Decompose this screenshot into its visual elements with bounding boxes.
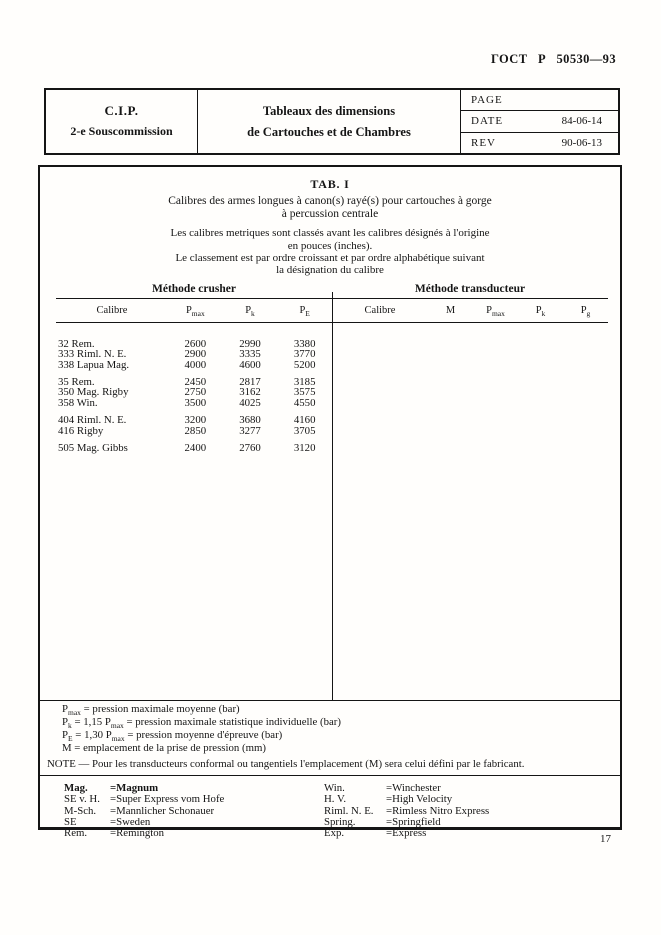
abbreviation-row <box>324 828 620 839</box>
transducer-column-headers <box>332 305 608 318</box>
abbr-value: =High Velocity <box>386 793 453 806</box>
cell-pe: 3380 <box>293 337 316 350</box>
cell-calibre: 32 Rem. <box>58 337 95 350</box>
abbreviations-block <box>40 776 620 839</box>
pmax-subscript: max <box>110 721 124 731</box>
p-symbol: P <box>62 729 69 742</box>
cell-pmax: 4000 <box>184 358 207 371</box>
table-row <box>56 426 332 436</box>
cell-calibre: 404 Riml. N. E. <box>58 414 127 427</box>
note-line-3: Le classement est par ordre croissant et par ordre alphabétique suivant <box>175 252 485 265</box>
title-line-1: Tableaux des dimensions <box>262 104 396 118</box>
abbreviation-row <box>64 817 324 828</box>
footnote-text: = 1,30 P <box>72 729 112 742</box>
abbreviation-row <box>324 794 620 805</box>
cell-pe: 3705 <box>293 424 316 437</box>
abbr-key: Spring. <box>324 815 356 828</box>
cell-pk: 3680 <box>239 414 261 427</box>
cell-pmax: 2850 <box>184 424 207 437</box>
pmax-subscript: max <box>111 734 125 744</box>
abbr-key: SE v. H. <box>64 793 100 806</box>
col-header-pk <box>518 305 563 318</box>
p-symbol: P <box>185 304 192 316</box>
note-line-1: Les calibres metriques sont classés avant les calibres désignés à l'origine <box>170 227 490 240</box>
caption-line-1: Calibres des armes longues à canon(s) rayé(s) pour cartouches à gorge <box>168 195 492 207</box>
p-symbol: P <box>580 304 587 316</box>
col-header-pmax <box>168 305 223 318</box>
col-header-m: M <box>445 304 456 316</box>
p-symbol: P <box>62 716 69 729</box>
abbr-key: M-Sch. <box>64 804 97 817</box>
cell-pk: 2760 <box>239 442 261 455</box>
p-symbol: P <box>299 304 306 316</box>
document-title <box>198 90 460 153</box>
abbreviation-row <box>324 817 620 828</box>
footnote-text: = pression maximale moyenne (bar) <box>80 703 240 715</box>
method-crusher-label: Méthode crusher <box>56 283 332 299</box>
col-header-pe <box>277 305 332 318</box>
p-symbol: P <box>486 304 492 316</box>
abbreviation-row <box>64 828 324 839</box>
meta-label: REV <box>471 136 496 149</box>
meta-row-date <box>461 110 618 131</box>
cell-pk: 4025 <box>239 396 261 409</box>
abbreviations-left-column <box>64 783 324 839</box>
pk-subscript: k <box>68 721 72 731</box>
abbreviations-right-column <box>324 783 620 839</box>
cell-pk: 4600 <box>239 358 261 371</box>
org-name: C.I.P. <box>104 103 139 118</box>
pg-subscript: g <box>586 308 591 318</box>
crusher-column-headers <box>56 305 332 318</box>
meta-label: PAGE <box>471 94 503 107</box>
abbr-key: H. V. <box>324 793 347 806</box>
cell-calibre: 338 Lapua Mag. <box>58 358 130 371</box>
pmax-subscript: max <box>191 308 205 318</box>
abbr-value: =Winchester <box>386 782 441 795</box>
cell-pe: 3185 <box>293 376 316 388</box>
col-header-pk <box>223 305 278 318</box>
cell-pe: 4160 <box>293 414 316 427</box>
method-transducer-label: Méthode transducteur <box>332 283 608 299</box>
abbr-value: =Sweden <box>110 815 151 828</box>
abbr-value: =Mannlicher Schonauer <box>110 804 215 817</box>
pk-subscript: k <box>251 308 255 318</box>
footnote-text: = pression maximale statistique individuelle (bar) <box>123 716 341 729</box>
meta-value: 84-06-14 <box>561 115 602 128</box>
cell-calibre: 35 Rem. <box>58 376 95 388</box>
cell-pk: 2990 <box>239 337 261 350</box>
abbreviation-row <box>324 806 620 817</box>
pe-subscript: E <box>68 734 73 744</box>
caption-line-2: à percussion centrale <box>281 208 379 221</box>
abbr-key: Win. <box>324 782 345 795</box>
cell-calibre: 505 Mag. Gibbs <box>58 442 128 455</box>
classification-note <box>40 227 620 276</box>
abbr-value: =Remington <box>110 827 165 840</box>
table-row <box>56 398 332 408</box>
abbreviation-row <box>64 794 324 805</box>
table-box <box>38 165 622 840</box>
title-line-2: de Cartouches et de Chambres <box>247 124 411 139</box>
col-header-pg <box>563 305 608 318</box>
subcommission-label: 2-e Souscommission <box>70 124 173 138</box>
note-line-2: en pouces (inches). <box>287 239 373 252</box>
pmax-subscript: max <box>68 708 81 718</box>
footnote-text: = 1,15 P <box>71 716 111 729</box>
cell-calibre: 358 Win. <box>58 396 98 409</box>
p-symbol: P <box>245 304 252 316</box>
abbreviation-row <box>64 806 324 817</box>
footnote-text: = pression moyenne d'épreuve (bar) <box>124 729 283 742</box>
abbr-value: =Magnum <box>110 782 159 795</box>
gost-reference: ГОСТ Р 50530—93 <box>490 52 616 66</box>
abbr-value: =Express <box>386 827 427 840</box>
header-meta-table <box>460 90 618 153</box>
cell-pmax: 2750 <box>184 386 207 399</box>
header-organization <box>46 90 198 153</box>
meta-label: DATE <box>471 115 504 128</box>
abbr-value: =Springfield <box>386 815 441 828</box>
cell-pmax: 3200 <box>184 414 207 427</box>
tab-number: TAB. I <box>310 177 350 191</box>
footnote-block <box>40 700 620 754</box>
cell-pmax: 3500 <box>184 396 207 409</box>
pe-subscript: E <box>305 308 310 318</box>
abbr-key: Exp. <box>324 827 345 840</box>
table-row <box>56 443 332 453</box>
page-number: 17 <box>600 833 611 845</box>
cell-pmax: 2900 <box>184 348 207 361</box>
abbr-key: Riml. N. E. <box>324 804 374 817</box>
meta-row-page <box>461 90 618 110</box>
abbr-key: SE <box>64 815 77 828</box>
table-caption <box>40 195 620 221</box>
cell-pk: 3277 <box>239 424 261 437</box>
abbr-value: =Rimless Nitro Express <box>386 804 490 817</box>
cell-pe: 4550 <box>293 396 316 409</box>
header-box <box>44 88 620 155</box>
cell-pk: 3335 <box>239 348 261 361</box>
cell-pe: 3770 <box>293 348 316 361</box>
footnote-text: M = emplacement de la prise de pression (mm) <box>62 742 266 755</box>
cell-calibre: 416 Rigby <box>58 424 104 437</box>
footnote-m <box>62 744 620 754</box>
pk-subscript: k <box>541 308 546 318</box>
col-header-pmax <box>473 305 518 318</box>
transducer-note: NOTE — Pour les transducteurs conformal ou tangentiels l'emplacement (M) sera celui défini par le fabricant. <box>40 758 620 776</box>
abbr-key: Rem. <box>64 827 88 840</box>
col-header-calibre: Calibre <box>364 304 396 316</box>
table-row <box>56 360 332 370</box>
abbr-value: =Super Express vom Hofe <box>110 793 225 806</box>
abbr-key: Mag. <box>64 782 88 795</box>
pmax-subscript: max <box>491 308 505 318</box>
abbreviation-row <box>324 783 620 794</box>
note-line-4: la désignation du calibre <box>276 264 384 277</box>
meta-row-rev <box>461 132 618 153</box>
cell-pe: 3120 <box>293 442 316 455</box>
center-divider-line <box>332 292 333 700</box>
cell-calibre: 333 Riml. N. E. <box>58 348 127 361</box>
col-header-calibre: Calibre <box>96 304 128 316</box>
cell-pmax: 2400 <box>184 442 207 455</box>
cell-pe: 3575 <box>293 386 316 399</box>
p-symbol: P <box>62 703 69 715</box>
cell-pk: 3162 <box>239 386 261 399</box>
meta-value: 90-06-13 <box>561 136 602 149</box>
cell-pmax: 2450 <box>184 376 207 388</box>
cell-pmax: 2600 <box>184 337 207 350</box>
cell-calibre: 350 Mag. Rigby <box>58 386 129 399</box>
p-symbol: P <box>535 304 542 316</box>
cell-pk: 2817 <box>239 376 261 388</box>
cell-pe: 5200 <box>293 358 316 371</box>
